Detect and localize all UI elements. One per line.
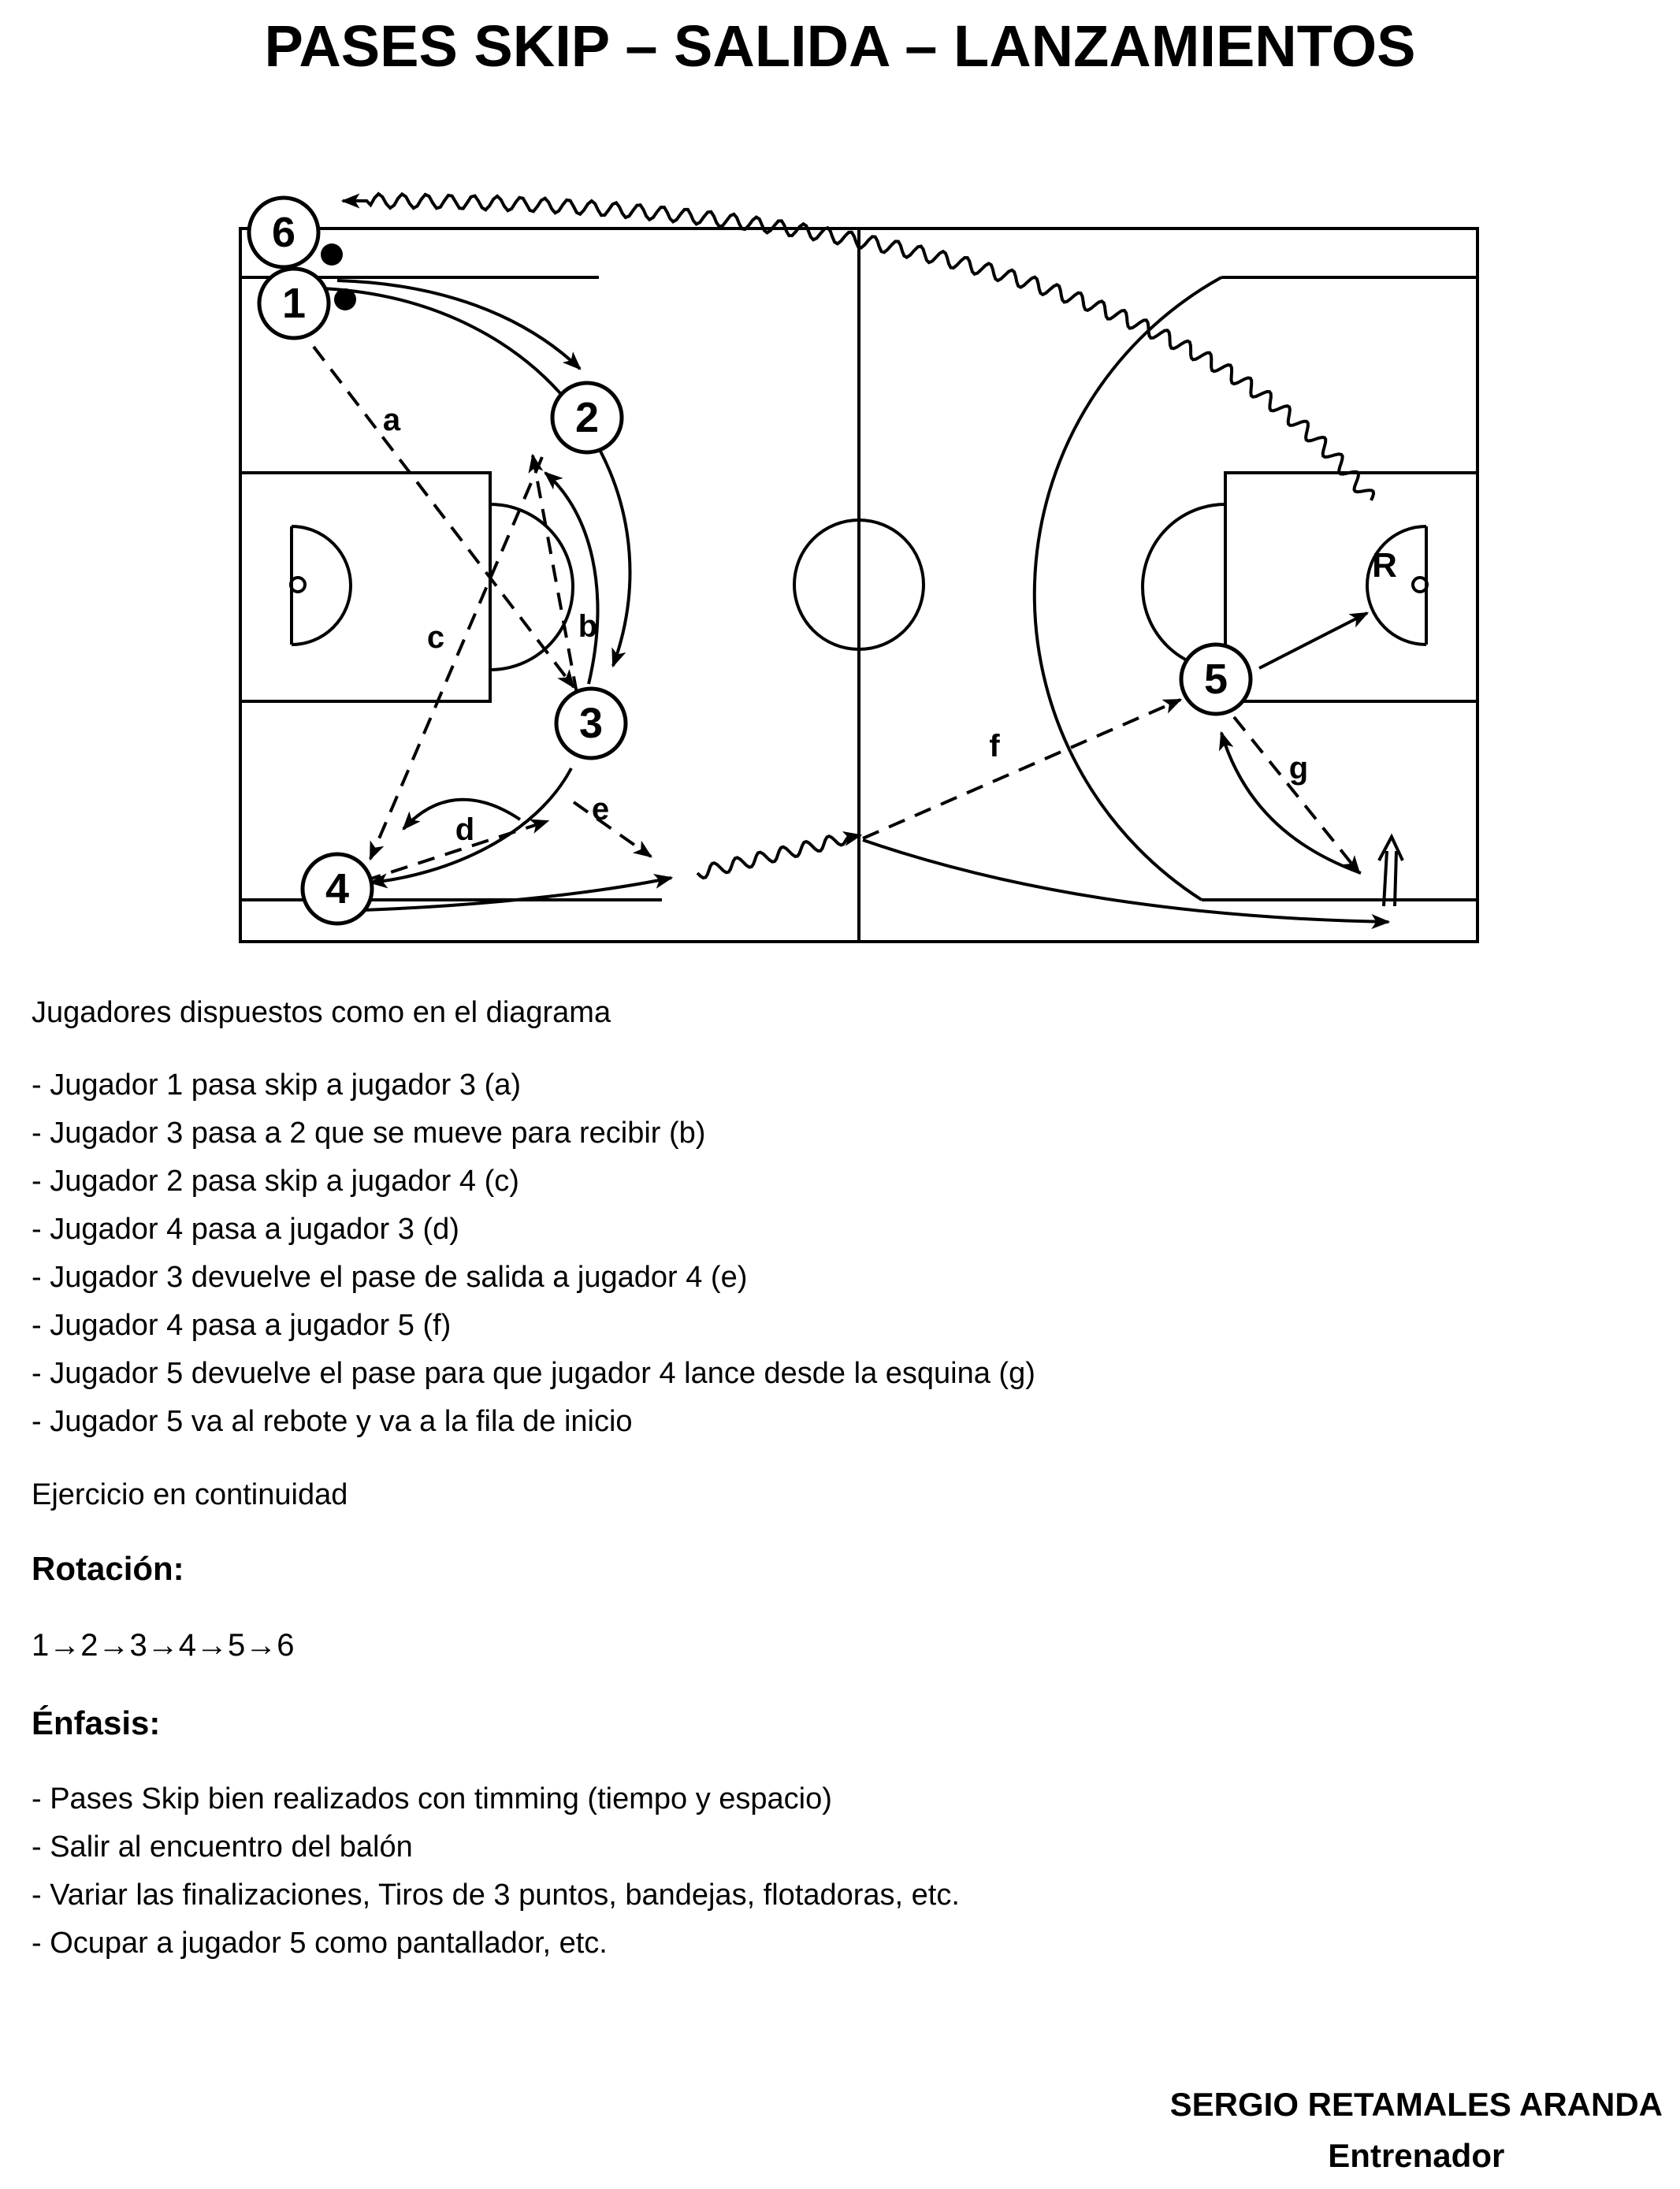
pass-label-a: a: [382, 403, 401, 437]
step-item-3: - Jugador 2 pasa skip a jugador 4 (c): [32, 1165, 519, 1198]
player-3-marker: [556, 689, 626, 758]
right-three-point-arc: [1035, 277, 1221, 900]
rebound-label: R: [1372, 546, 1397, 585]
pass-label-b: b: [578, 609, 598, 644]
player-2-label: 2: [574, 394, 600, 441]
player-3-label: 3: [578, 700, 604, 747]
step-item-2: - Jugador 3 pasa a 2 que se mueve para recibir (b): [32, 1117, 706, 1150]
pass-label-f: f: [989, 729, 1000, 764]
emphasis-heading: Énfasis:: [32, 1704, 161, 1741]
pass-label-g: g: [1288, 751, 1309, 786]
page-title: PASES SKIP – SALIDA – LANZAMIENTOS: [264, 13, 1416, 79]
right-restricted-arc: [1367, 526, 1426, 645]
cut-4-to-corner: [863, 840, 1388, 922]
players: [249, 198, 1251, 924]
court-diagram: [221, 173, 1497, 953]
player-1-label: 1: [281, 280, 307, 327]
intro-text: Jugadores dispuestos como en el diagrama: [32, 996, 611, 1029]
left-free-throw-arc: [490, 504, 573, 670]
left-restricted-arc: [292, 526, 351, 645]
pass-line-f: [863, 700, 1180, 838]
step-item-5: - Jugador 3 devuelve el pase de salida a jugador 4 (e): [32, 1261, 748, 1294]
signature-block: [1170, 2079, 1663, 2181]
step-item-1: - Jugador 1 pasa skip a jugador 3 (a): [32, 1068, 522, 1102]
emphasis-item-4: - Ocupar a jugador 5 como pantallador, etc.: [32, 1927, 608, 1960]
pass-line-b: [533, 455, 577, 693]
dribble-path-4-midcourt: [697, 835, 860, 878]
emphasis-item-1: - Pases Skip bien realizados con timming (tiempo y espacio): [32, 1782, 832, 1815]
emphasis-item-2: - Salir al encuentro del balón: [32, 1830, 413, 1864]
shot-arrow: [1379, 837, 1403, 906]
rotation-sequence: 1→2→3→4→5→6: [32, 1628, 295, 1663]
signature-role: Entrenador: [1328, 2137, 1505, 2175]
ball-player-1: [334, 288, 356, 310]
step-item-7: - Jugador 5 devuelve el pase para que jugador 4 lance desde la esquina (g): [32, 1357, 1035, 1390]
player-5-label: 5: [1203, 656, 1228, 703]
signature-name: SERGIO RETAMALES ARANDA: [1169, 2086, 1663, 2123]
step-item-4: - Jugador 4 pasa a jugador 3 (d): [32, 1213, 459, 1246]
rotation-heading: Rotación:: [32, 1550, 184, 1587]
pass-line-e: [574, 802, 651, 857]
emphasis-item-3: - Variar las finalizaciones, Tiros de 3 puntos, bandejas, flotadoras, etc.: [32, 1879, 960, 1912]
step-item-8: - Jugador 5 va al rebote y va a la fila de inicio: [32, 1405, 633, 1438]
pass-label-c: c: [426, 620, 445, 655]
player-4-marker: [303, 854, 372, 924]
player-6-marker: [249, 198, 318, 267]
player-4-label: 4: [325, 865, 350, 912]
pass-label-e: e: [591, 792, 610, 827]
ball-player-6: [321, 243, 343, 266]
player-2-marker: [552, 383, 622, 452]
player-5-marker: [1181, 645, 1251, 714]
cut-5-to-rebound: [1259, 613, 1367, 668]
cut-4-forward: [362, 878, 671, 910]
pass-label-d: d: [455, 812, 475, 847]
step-item-6: - Jugador 4 pasa a jugador 5 (f): [32, 1309, 452, 1342]
continuity-text: Ejercicio en continuidad: [32, 1478, 348, 1511]
player-6-label: 6: [271, 209, 296, 256]
player-1-marker: [259, 269, 329, 338]
